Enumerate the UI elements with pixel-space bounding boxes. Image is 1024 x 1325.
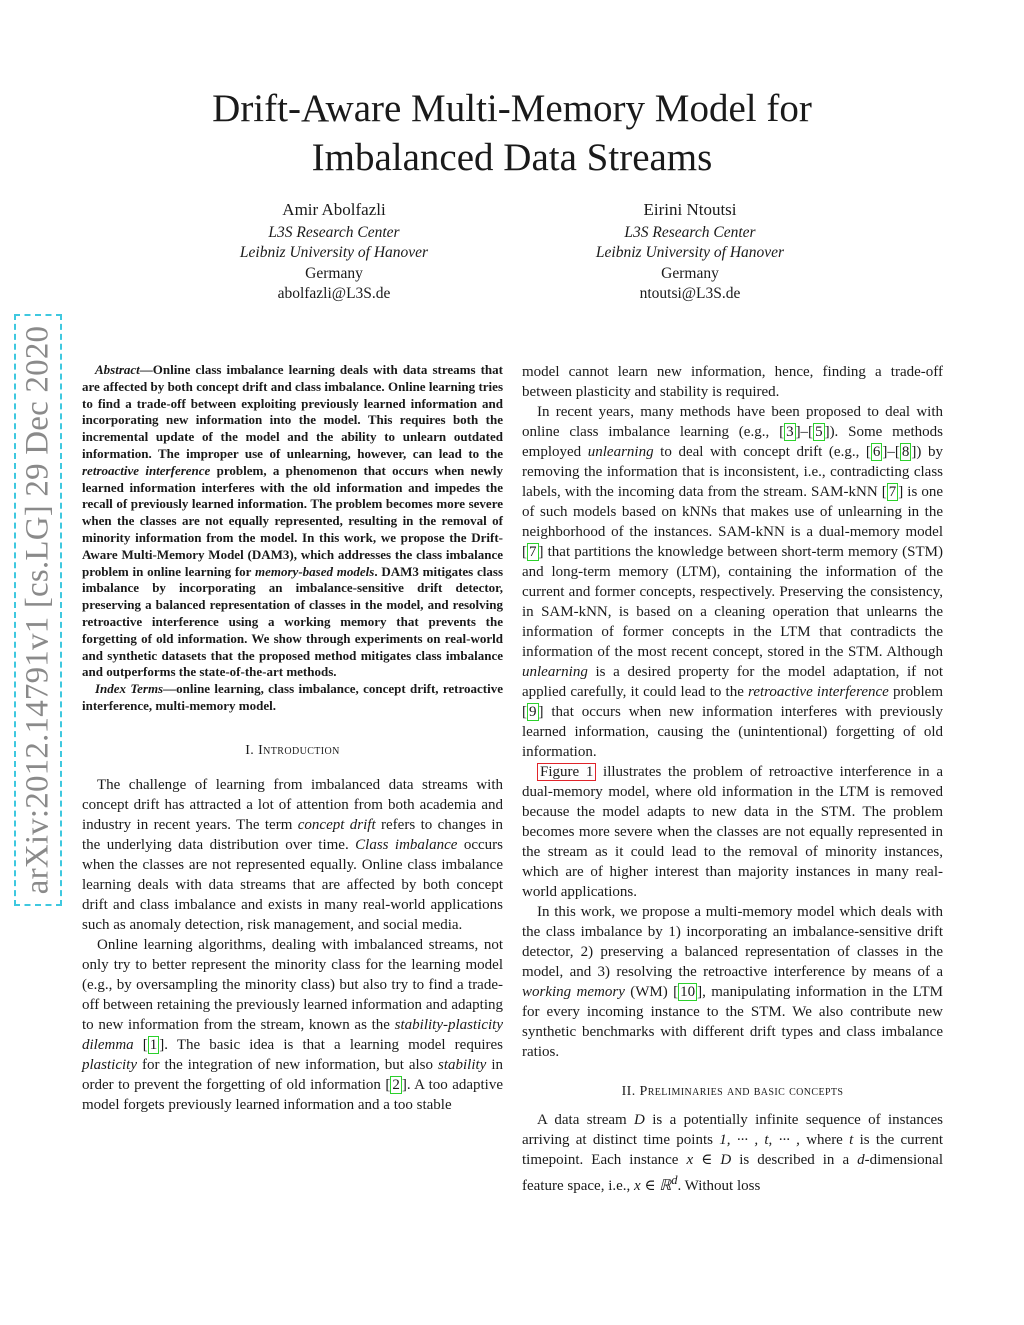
intro-paragraph-5: In this work, we propose a multi-memory model which deals with the class imbalance by 1) incorporating an imbalance-sensitive drift detector, 2) preserving a balanced representation of classes in the model, and 3) resolving the retroactive interference by means of a working memory (WM) [ 10 ], manipulating information in the LTM for every incoming instance to the STM. We also contribute new synthetic benchmarks with different drift types and class imbalance ratios. [522,904,943,1060]
arxiv-identifier-box[interactable] [14,314,62,906]
arxiv-identifier: arXiv:2012.14791v1 [cs.LG] 29 Dec 2020 [19,325,56,895]
text-run: is the current timepoint. Each instance [522,1132,943,1168]
abstract-text-2: problem, a phenomenon that occurs when newly learned information interferes with the old information and impedes the recall of previously learned information. The problem becomes more severe when the classes are not equally represented, resulting in the removal of minority information from the model. In this work, we propose the Drift-Aware Multi-Memory Model (DAM3), which addresses the class imbalance problem in online learning for [82,462,504,579]
italic-term: Class imbalance [355,836,458,853]
index-terms-text: online learning, class imbalance, concept drift, retroactive interference, multi-memory model. [82,681,503,713]
text-run: Online learning algorithms, dealing with imbalanced streams, not only try to better represent the minority class for the learning model (e.g., by oversampling the minority class) but also try to find a trade-off between retaining the previously learned information and adapting to new information from the stream, known as the [82,936,503,1033]
intro-paragraph-4 [522,762,943,902]
text-run: in order to prevent the forgetting of old information [82,1056,503,1093]
text-run: to deal with concept drift (e.g., [653,444,866,460]
text-run: In recent years, many methods have been proposed to deal with online class imbalance learning (e.g., [522,404,943,440]
citation-link[interactable]: 2 [392,1076,400,1093]
author-university: Leibniz University of Hanover [595,244,785,261]
text-run: A data stream [537,1112,635,1128]
math-symbol: x ∈ ℝ [634,1178,672,1194]
italic-term: retroactive interference [748,684,889,700]
italic-term: working memory [522,984,625,1000]
text-run: . The basic idea is that a learning model requires [164,1036,503,1053]
abstract [82,362,503,715]
text-run: ) by removing the information that is inconsistent, i.e., contradicting class labels, with the incoming data from the stream. SAM-kNN [522,444,944,500]
text-run: occurs when the classes are not represented equally. Online class imbalance learning deals with data streams that are affected by both concept drift and class imbalance and exists in many real-world applications such as anomaly detection, risk management, and social media. [82,836,503,933]
section-number: II. [621,1084,636,1099]
intro-paragraph-1 [82,775,503,935]
math-symbol: 1, ··· , t, ··· , [719,1132,800,1148]
section-heading-preliminaries [522,1082,943,1102]
author-country: Germany [661,264,719,282]
prelim-paragraph-1 [522,1110,943,1196]
section-number: I. [245,742,255,758]
text-run: The challenge of learning from imbalanced data streams with concept drift has attracted a lot of attention from both academia and industry in recent years. The term [82,776,503,833]
text-run: . Without loss [677,1178,761,1194]
section-heading-introduction [82,741,503,761]
text-run: , manipulating information in the LTM for every incoming instance to the STM. We also contribute new synthetic benchmarks with different drift types and class imbalance ratios. [522,984,943,1060]
text-run: is a desired property for the model adaptation, if not applied carefully, it could lead to the [522,664,943,700]
text-run: (WM) [624,984,674,1000]
math-symbol: d [857,1152,865,1168]
math-symbol: D [634,1112,645,1128]
figure-reference-link[interactable]: Figure 1 [537,763,596,781]
text-run: is a potentially infinite sequence of instances arriving at distinct time points [522,1112,943,1148]
text-run: ). Some methods employed [522,424,943,460]
author-block-2 [530,200,850,305]
citation-link[interactable]: 5 [815,424,823,440]
text-run: where [799,1132,850,1148]
author-org: L3S Research Center [268,223,400,241]
italic-term: stability-plasticity dilemma [82,1016,503,1053]
text-run: is described in a [731,1152,858,1168]
left-column [82,362,503,1115]
text-run: that partitions the knowledge between short-term memory (STM) and long-term memory (LTM), containing the information of the current and former concepts, respectively. Preserving the consistency, in SAM-kNN, is based on a cleaning operation that unlearns the information of former concepts in the LTM that contradicts the information of the most recent concept, stored in the STM. Although [522,544,943,660]
section-title: Introduction [258,742,340,758]
italic-term: stability [438,1056,487,1073]
abstract-dash: — [139,362,153,377]
author-block-1 [174,200,494,305]
text-run: that occurs when new information interferes with previously learned information, causing the (unintentional) forgetting of old information. [522,704,943,760]
index-terms-label: Index Terms [95,681,164,697]
citation-link[interactable]: 1 [149,1036,158,1053]
text-run: . A too adaptive model forgets previously learned information and a too stable [82,1076,504,1113]
citation-link[interactable]: 6 [872,444,881,460]
text-run: for the integration of new information, but also [137,1056,438,1073]
author-org: L3S Research Center [624,223,756,241]
abstract-italic-1: retroactive interference [82,462,211,478]
text-run: problem [888,684,943,700]
math-superscript: d [671,1173,678,1187]
author-email[interactable]: ntoutsi@L3S.de [639,285,741,302]
intro-paragraph-3: In recent years, many methods have been proposed to deal with online class imbalance learning (e.g., [ 3 ]–[ 5 ]). Some methods employed unlearning to deal with concept drift (e.g., [ 6 ]–[ 8 ]) by removing the information that is inconsistent, i.e., contradicting class labels, with the incoming data from the stream. SAM-kNN [ 7 ] is one of such models based on kNNs that makes use of unlearning in the neighborhood of the instances. SAM-kNN is a dual-memory model [ 7 ] that partitions the knowledge between short-term memory (STM) and long-term memory (LTM), containing the information of the current and former concepts, respectively. Preserving the consistency, in SAM-kNN, is based on a cleaning operation that unlearns the information of former concepts in the LTM that contradicts the information of the most recent concept, stored in the STM. Although unlearning is a desired property for the model adaptation, if not applied carefully, it could lead to the retroactive interference problem [ 9 ] that occurs when new information interferes with previously learned information, causing the (unintentional) forgetting of old information. [522,404,944,760]
italic-term: unlearning [587,444,654,460]
abstract-text-1: Online class imbalance learning deals with data streams that are affected by both concept drift and class imbalance. Online learning tries to find a trade-off between exploiting previously learned information and incorporating new information into the model. This requires both the incremental update of the model and the ability to unlearn outdated information. The improper use of unlearning, however, can lead to the [82,362,503,461]
italic-term: unlearning [522,664,588,680]
section-title: Preliminaries and basic concepts [639,1084,844,1099]
author-country: Germany [305,264,363,282]
citation-link[interactable]: 8 [901,444,910,460]
intro-paragraph-2: Online learning algorithms, dealing with imbalanced streams, not only try to better represent the minority class for the learning model (e.g., by oversampling the minority class) but also try to find a trade-off between retaining the previously learned information and adapting to new information from the stream, known as the stability-plasticity dilemma [ 1 ]. The basic idea is that a learning model requires plasticity for the integration of new information, but also stability in order to prevent the forgetting of old information [ 2 ]. A too adaptive model forgets previously learned information and a too stable [82,936,504,1113]
abstract-label: Abstract [95,362,140,377]
author-email[interactable]: abolfazli@L3S.de [277,285,391,302]
text-run: is one of such models based on kNNs that makes use of unlearning in the neighborhood of the instances. SAM-kNN is a dual-memory model [522,484,943,540]
text-run: -dimensional feature space, i.e., [522,1152,943,1194]
citation-link[interactable]: 7 [529,544,537,560]
text-run: illustrates the problem of retroactive interference in a dual-memory model, where old information in the LTM is removed because the model adapts to new data in the STM. The problem becomes more severe when the classes are not equally represented in the stream as it could lead to the removal of minority instances, which are of higher interest than majority instances in many real-world applications. [522,764,943,900]
text-run: In this work, we propose a multi-memory model which deals with the class imbalance by 1) incorporating an imbalance-sensitive drift detector, 2) preserving a balanced representation of classes in the model, and 3) resolving the retroactive interference by means of a [522,904,943,980]
italic-term: concept drift [297,816,376,833]
paper-title [0,84,1024,182]
index-terms-dash: — [163,681,177,697]
author-name: Amir Abolfazli [282,200,386,219]
citation-link[interactable]: 9 [529,704,537,720]
citation-link[interactable]: 7 [888,484,897,500]
title-line-1: Drift-Aware Multi-Memory Model for [212,87,812,130]
title-line-2: Imbalanced Data Streams [311,136,713,179]
text-run: refers to changes in the underlying data distribution over time. [82,816,503,853]
math-symbol: x ∈ D [686,1152,732,1168]
italic-term: plasticity [82,1056,137,1073]
math-symbol: t [849,1132,854,1148]
abstract-text-3: . DAM3 mitigates class imbalance by incorporating an imbalance-sensitive drift detector, preserving a balanced representation of classes in the model, and resolving retroactive interference using a working memory that prevents the forgetting of old information. We show through experiments on real-world and synthetic datasets that the proposed method mitigates class imbalance and outperforms the state-of-the-art methods. [82,563,504,680]
intro-paragraph-continued: model cannot learn new information, hence, finding a trade-off between plasticity and stability is required. [522,364,943,400]
author-name: Eirini Ntoutsi [643,200,737,219]
right-column [522,362,943,1196]
citation-link[interactable]: 3 [786,424,794,440]
abstract-italic-2: memory-based models [255,563,375,579]
author-university: Leibniz University of Hanover [239,244,429,261]
citation-link[interactable]: 10 [680,984,696,1000]
